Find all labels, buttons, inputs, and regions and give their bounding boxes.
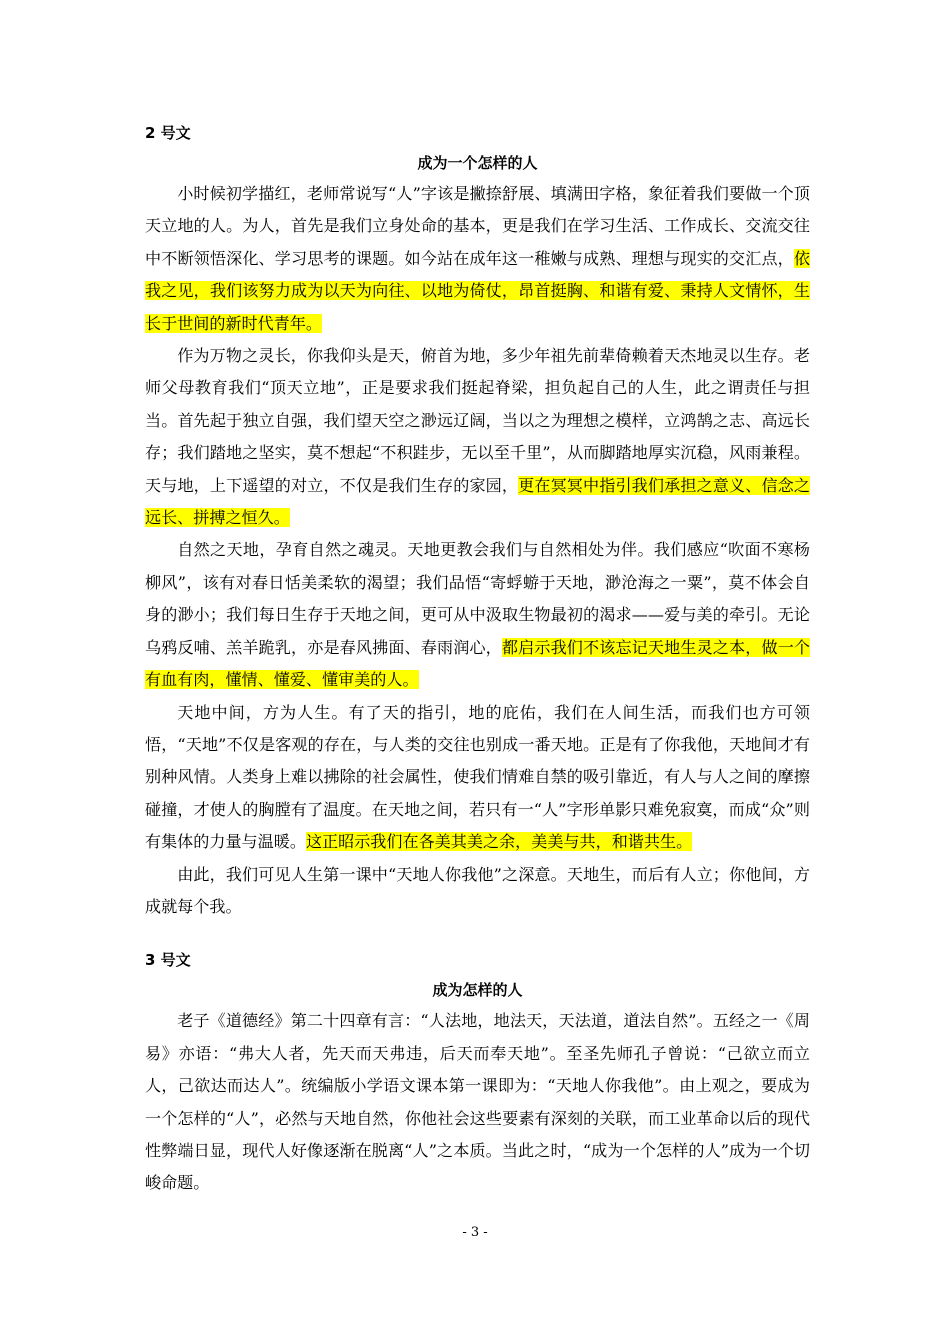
doc3-title: 成为怎样的人 [432, 981, 523, 1000]
doc2-p3-highlight: 都启示我们不该忘记天地生灵之本，做一个有血有肉，懂情、懂爱、懂审美的人。 [145, 637, 811, 690]
doc2-paragraph-1 [145, 178, 810, 340]
doc2-p5-text: 由此，我们可见人生第一课中“天地人你我他”之深意。天地生，而后有人立；你他间，方成就每个我。 [145, 864, 810, 916]
doc2-p1-highlight: 依我之见，我们该努力成为以天为向往、以地为倚仗，昂首挺胸、和谐有爱、秉持人文情怀，生长于世间的新时代青年。 [145, 248, 810, 333]
doc2-label: 2 号文 [145, 124, 191, 142]
page-number: - 3 - [462, 1225, 488, 1240]
doc2-p4-highlight: 这正昭示我们在各美其美之余，美美与共，和谐共生。 [305, 832, 693, 852]
doc2-paragraph-2 [145, 340, 810, 534]
page-content [145, 118, 810, 1200]
doc2-p2-highlight: 更在冥冥中指引我们承担之意义、信念之远长、拼搏之恒久。 [145, 475, 811, 528]
doc2-paragraph-5 [145, 859, 810, 924]
doc3-paragraph-1 [145, 1005, 810, 1199]
doc2-p3-text: 自然之天地，孕育自然之魂灵。天地更教会我们与自然相处为伴。我们感应“吹面不寒杨柳风”，该有对春日恬美柔软的渴望；我们品悟“寄蜉蝣于天地，渺沧海之一粟”，莫不体会自身的渺小；我们每日生存于天地之间，更可从中汲取生物最初的渴求——爱与美的牵引。无论乌鸦反哺、羔羊跪乳，亦是春风拂面、春雨润心， [145, 540, 810, 657]
doc3-label: 3 号文 [145, 951, 191, 970]
doc2-title: 成为一个怎样的人 [417, 154, 538, 172]
doc2-p1-text: 小时候初学描红，老师常说写“人”字该是撇捺舒展、填满田字格，象征着我们要做一个顶天立地的人。为人，首先是我们立身处命的基本，更是我们在学习生活、工作成长、交流交往中不断领悟深化、学习思考的课题。如今站在成年这一稚嫩与成熟、理想与现实的交汇点， [145, 184, 810, 268]
section-spacer [145, 923, 810, 945]
doc2-p4-text: 天地中间，方为人生。有了天的指引，地的庇佑，我们在人间生活，而我们也方可领悟，“天地”不仅是客观的存在，与人类的交往也别成一番天地。正是有了你我他，天地间才有别种风情。人类身上难以拂除的社会属性，使我们情难自禁的吸引靠近，有人与人之间的摩擦碰撞，才使人的胸膛有了温度。在天地之间，若只有一“人”字形单影只难免寂寞，而成“众”则有集体的力量与温暖。 [145, 702, 810, 852]
doc2-p2-text: 作为万物之灵长，你我仰头是天，俯首为地，多少年祖先前辈倚赖着天杰地灵以生存。老师父母教育我们“顶天立地”，正是要求我们挺起脊梁，担负起自己的人生，此之谓责任与担当。首先起于独立自强，我们望天空之渺远辽阔，当以之为理想之模样，立鸿鹄之志、高远长存；我们踏地之坚实，莫不想起“不积跬步，无以至千里”，从而脚踏地厚实沉稳，风雨兼程。天与地，上下遥望的对立，不仅是我们生存的家园， [145, 346, 810, 495]
doc2-paragraph-3 [145, 534, 810, 696]
doc2-paragraph-4 [145, 697, 810, 859]
doc3-p1-text: 老子《道德经》第二十四章有言：“人法地，地法天，天法道，道法自然”。五经之一《周易》亦语：“弗大人者，先天而天弗违，后天而奉天地”。至圣先师孔子曾说：“己欲立而立人，己欲达而达人”。统编版小学语文课本第一课即为：“天地人你我他”。由上观之，要成为一个怎样的“人”，必然与天地自然，你他社会这些要素有深刻的关联，而工业革命以后的现代性弊端日显，现代人好像逐渐在脱离“人”之本质。当此之时，“成为一个怎样的人”成为一个切峻命题。 [145, 1011, 810, 1193]
